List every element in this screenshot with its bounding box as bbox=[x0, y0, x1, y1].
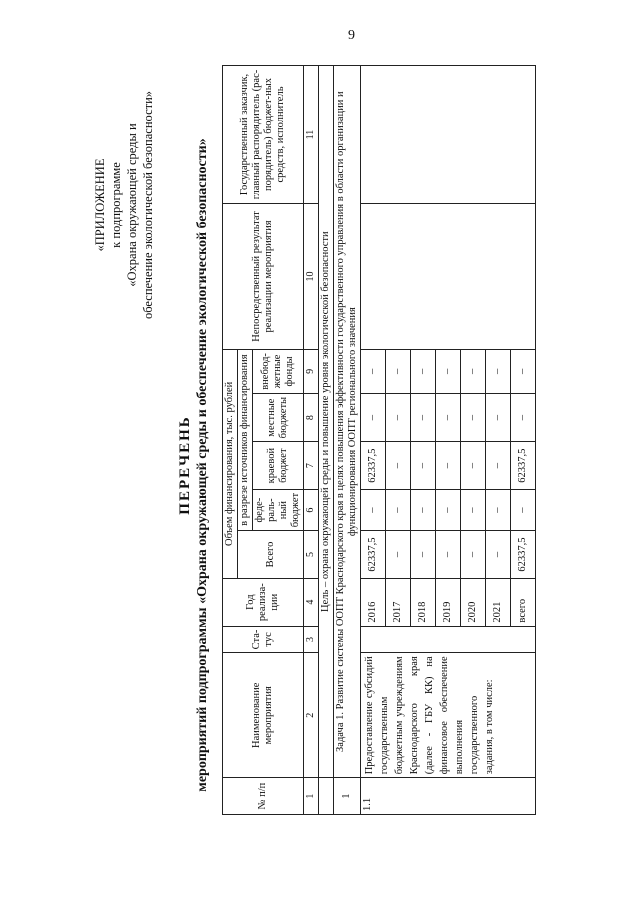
title-line-2: мероприятий подпрограммы «Охрана окружающей среды и обеспечение экологической безопасности» bbox=[195, 138, 210, 792]
local-cell: – bbox=[511, 393, 536, 441]
header-customer: Государственный заказчик, главный распорядитель (рас-порядитель) бюджет-ных средств, исполнитель bbox=[223, 66, 304, 204]
task-text: Задача 1. Развитие системы ООПТ Краснодарского края в целях повышения эффективности государственного управления в области организации и функционирования ООПТ регионального значения bbox=[334, 66, 361, 778]
header-federal: феде-раль-ный бюджет bbox=[253, 489, 304, 530]
local-cell: – bbox=[486, 393, 511, 441]
column-number: 4 bbox=[304, 578, 319, 626]
header-sources-group: в разрезе источников финансирования bbox=[238, 349, 253, 530]
column-number: 6 bbox=[304, 489, 319, 530]
regional-cell: 62337,5 bbox=[511, 442, 536, 490]
regional-cell: – bbox=[411, 442, 436, 490]
total-cell: – bbox=[486, 531, 511, 579]
federal-cell: – bbox=[411, 489, 436, 530]
column-number: 5 bbox=[304, 531, 319, 579]
local-cell: – bbox=[361, 393, 386, 441]
item-num: 1.1 bbox=[361, 778, 536, 815]
column-number: 11 bbox=[304, 66, 319, 204]
total-cell: – bbox=[411, 531, 436, 579]
year-cell: 2017 bbox=[386, 578, 411, 626]
document-title bbox=[176, 85, 212, 845]
appendix-line-1: «ПРИЛОЖЕНИЕ bbox=[93, 158, 107, 252]
extrabudget-cell: – bbox=[436, 349, 461, 393]
table-row bbox=[361, 66, 386, 815]
measures-table bbox=[222, 65, 536, 815]
goal-row bbox=[319, 66, 334, 815]
column-numbers-row bbox=[304, 66, 319, 815]
local-cell: – bbox=[411, 393, 436, 441]
regional-cell: – bbox=[461, 442, 486, 490]
header-extrabudget: внебюд-жетные фонды bbox=[253, 349, 304, 393]
total-cell: – bbox=[461, 531, 486, 579]
year-cell: 2019 bbox=[436, 578, 461, 626]
header-name: Наименование мероприятия bbox=[223, 653, 304, 778]
local-cell: – bbox=[386, 393, 411, 441]
header-total: Всего bbox=[238, 531, 304, 579]
header-status: Ста-тус bbox=[223, 626, 304, 653]
local-cell: – bbox=[461, 393, 486, 441]
header-year: Год реализа-ции bbox=[223, 578, 304, 626]
extrabudget-cell: – bbox=[361, 349, 386, 393]
header-funding-group: Объем финансирования, тыс. рублей bbox=[223, 349, 238, 578]
appendix-line-2: к подпрограмме bbox=[109, 162, 123, 248]
task-row bbox=[334, 66, 361, 815]
federal-cell: – bbox=[386, 489, 411, 530]
item-customer bbox=[361, 66, 536, 204]
total-cell: – bbox=[386, 531, 411, 579]
appendix-line-3: «Охрана окружающей среды и bbox=[125, 123, 139, 287]
federal-cell: – bbox=[486, 489, 511, 530]
regional-cell: – bbox=[486, 442, 511, 490]
header-regional: краевой бюджет bbox=[253, 442, 304, 490]
page-number: 9 bbox=[348, 28, 355, 43]
year-cell: 2018 bbox=[411, 578, 436, 626]
column-number: 3 bbox=[304, 626, 319, 653]
appendix-line-4: обеспечение экологической безопасности» bbox=[141, 90, 155, 320]
header-result: Непосредственный результат реализации мероприятия bbox=[223, 204, 304, 350]
total-cell: 62337,5 bbox=[511, 531, 536, 579]
extrabudget-cell: – bbox=[461, 349, 486, 393]
extrabudget-cell: – bbox=[386, 349, 411, 393]
column-number: 2 bbox=[304, 653, 319, 778]
column-number: 7 bbox=[304, 442, 319, 490]
regional-cell: 62337,5 bbox=[361, 442, 386, 490]
appendix-block bbox=[92, 55, 156, 355]
federal-cell: – bbox=[461, 489, 486, 530]
total-cell: 62337,5 bbox=[361, 531, 386, 579]
header-row-1 bbox=[223, 66, 238, 815]
column-number: 8 bbox=[304, 393, 319, 441]
year-cell: 2016 bbox=[361, 578, 386, 626]
year-cell: 2021 bbox=[486, 578, 511, 626]
local-cell: – bbox=[436, 393, 461, 441]
column-number: 1 bbox=[304, 778, 319, 815]
year-cell: 2020 bbox=[461, 578, 486, 626]
extrabudget-cell: – bbox=[486, 349, 511, 393]
goal-text: Цель – охрана окружающей среды и повышение уровня экологической безопасности bbox=[319, 66, 334, 778]
year-cell: всего bbox=[511, 578, 536, 626]
column-number: 9 bbox=[304, 349, 319, 393]
regional-cell: – bbox=[386, 442, 411, 490]
column-number: 10 bbox=[304, 204, 319, 350]
total-cell: – bbox=[436, 531, 461, 579]
header-num: № п/п bbox=[223, 778, 304, 815]
federal-cell: – bbox=[361, 489, 386, 530]
header-local: местные бюджеты bbox=[253, 393, 304, 441]
goal-num-cell bbox=[319, 778, 334, 815]
item-status bbox=[361, 626, 536, 653]
federal-cell: – bbox=[436, 489, 461, 530]
item-result bbox=[361, 204, 536, 350]
regional-cell: – bbox=[436, 442, 461, 490]
extrabudget-cell: – bbox=[411, 349, 436, 393]
item-name: Предоставление субсидий государственным бюджетным учреждениям Краснодарского края (далее - ГБУ КК) на финансовое обеспечение выполнения государственного задания, в том числе: bbox=[361, 653, 536, 778]
title-line-1: ПЕРЕЧЕНЬ bbox=[177, 415, 193, 515]
task-num: 1 bbox=[334, 778, 361, 815]
federal-cell: – bbox=[511, 489, 536, 530]
extrabudget-cell: – bbox=[511, 349, 536, 393]
